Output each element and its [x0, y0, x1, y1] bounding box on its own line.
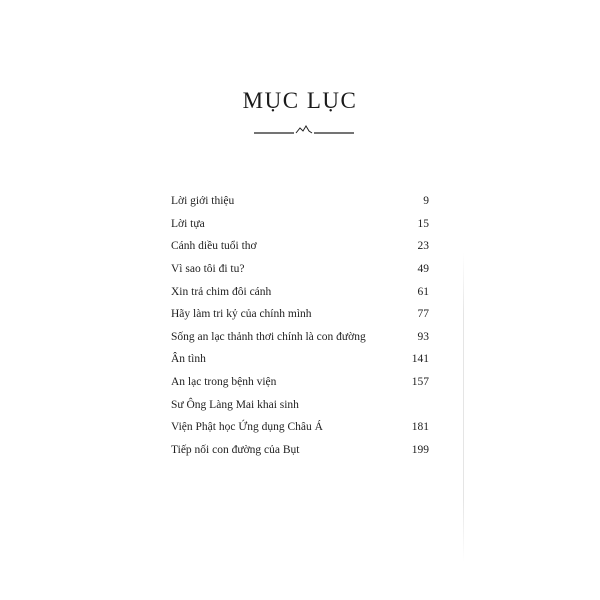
- toc-item-page: 141: [411, 353, 429, 366]
- toc-item[interactable]: [171, 393, 429, 416]
- toc-item-page: 23: [417, 240, 429, 253]
- toc-item[interactable]: [171, 416, 429, 439]
- toc-item-label: Tiếp nối con đường của Bụt: [171, 443, 300, 456]
- toc-item-label: Sư Ông Làng Mai khai sinh: [171, 398, 299, 411]
- toc-item-label: An lạc trong bệnh viện: [171, 376, 277, 389]
- toc-item-label: Xin trả chim đôi cánh: [171, 285, 272, 298]
- toc-item-label: Lời tựa: [171, 217, 205, 230]
- toc-item[interactable]: [171, 280, 429, 303]
- mountain-divider-icon: [254, 124, 354, 138]
- toc-item[interactable]: [171, 439, 429, 462]
- toc-item[interactable]: [171, 258, 429, 281]
- toc-item[interactable]: [171, 235, 429, 258]
- toc-item-label: Lời giới thiệu: [171, 195, 235, 208]
- toc-item-label: Sống an lạc thảnh thơi chính là con đường: [171, 330, 366, 343]
- toc-item-label: Cánh diều tuổi thơ: [171, 240, 257, 253]
- toc-item-page: 199: [411, 443, 429, 456]
- toc-item-page: 61: [417, 285, 429, 298]
- toc-item-label: Vì sao tôi đi tu?: [171, 263, 245, 276]
- toc-item[interactable]: [171, 190, 429, 213]
- toc-item-page: 15: [417, 217, 429, 230]
- page-fold-shadow: [463, 252, 464, 562]
- toc-item[interactable]: [171, 213, 429, 236]
- page-title: MỤC LỤC: [242, 88, 358, 113]
- toc-item-page: 49: [417, 263, 429, 276]
- toc-item-label: Viện Phật học Ứng dụng Châu Á: [171, 421, 323, 434]
- toc-item-label: Ân tình: [171, 353, 206, 366]
- toc-item[interactable]: [171, 326, 429, 349]
- toc-item-page: 77: [417, 308, 429, 321]
- toc-item[interactable]: [171, 348, 429, 371]
- toc-item[interactable]: [171, 303, 429, 326]
- toc-item-page: 9: [423, 195, 429, 208]
- toc-item-page: 93: [417, 330, 429, 343]
- toc-item-page: 181: [411, 421, 429, 434]
- toc-item-label: Hãy làm tri kỷ của chính mình: [171, 308, 312, 321]
- table-of-contents: [171, 190, 429, 461]
- toc-item-page: 157: [411, 376, 429, 389]
- toc-item[interactable]: [171, 371, 429, 394]
